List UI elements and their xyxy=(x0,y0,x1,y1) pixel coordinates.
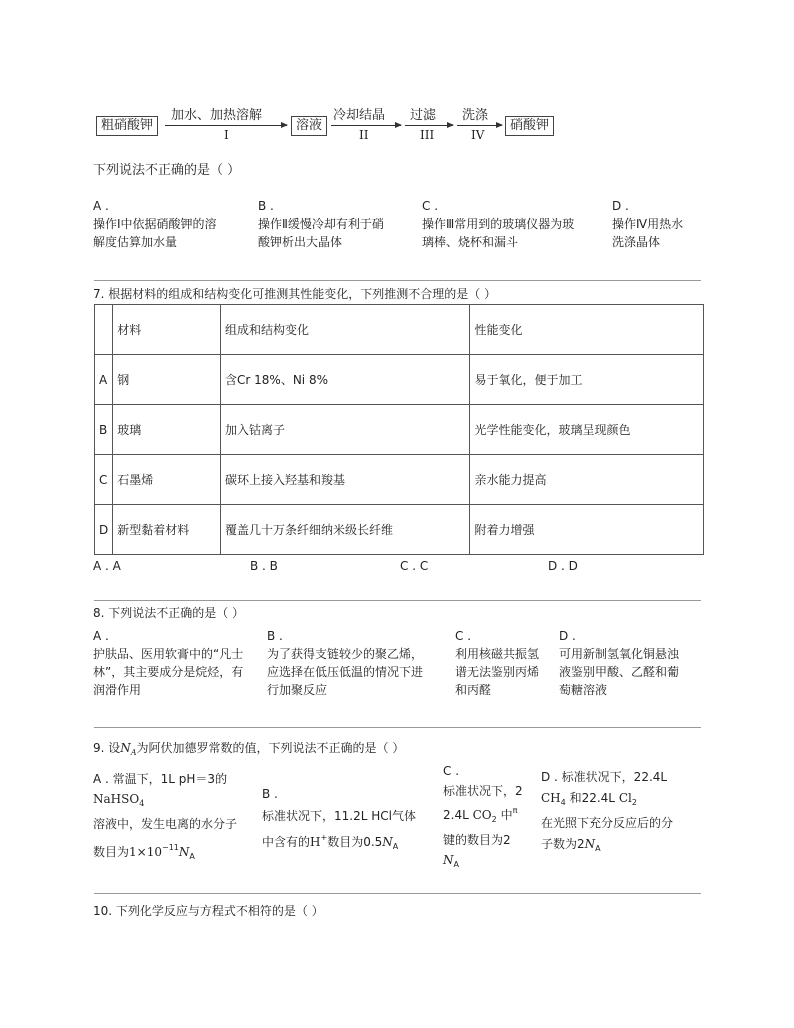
option-letter: B . xyxy=(267,629,283,643)
option-text-line: 操作Ⅱ缓慢冷却有利于硝 xyxy=(258,217,384,231)
option-letter: B . xyxy=(258,199,274,213)
option-text-line: 数目为$1\times 10^{-11}N_A$ xyxy=(93,843,195,861)
q6-stem: 下列说法不正确的是（ ） xyxy=(93,163,241,178)
divider xyxy=(94,727,701,728)
q10-stem: 10. 下列化学反应与方程式不相符的是（ ） xyxy=(93,904,324,918)
option-letter: C . xyxy=(443,764,460,778)
divider xyxy=(94,893,701,894)
table-row xyxy=(95,455,704,505)
flow-step3-label: 过滤 xyxy=(410,108,437,123)
option-text-line: 应选择在低压低温的情况下进 xyxy=(267,665,424,679)
table-cell: 碳环上接入羟基和羧基 xyxy=(221,455,470,505)
option-text-line: 标准状况下，11.2L HCl气体 xyxy=(262,809,416,823)
option-text-line: 璃棒、烧杯和漏斗 xyxy=(422,235,519,249)
option-letter: D . 标准状况下，22.4L xyxy=(541,770,668,784)
table-header-cell: 材料 xyxy=(113,305,221,355)
table-cell xyxy=(95,305,113,355)
table-cell: 附着力增强 xyxy=(470,505,704,555)
flow-box-middle: 溶液 xyxy=(291,116,327,136)
option-text-line: 萄糖溶液 xyxy=(559,683,608,697)
option-text-line: 操作Ⅲ常用到的玻璃仪器为玻 xyxy=(422,217,575,231)
q8-stem: 8. 下列说法不正确的是（ ） xyxy=(93,606,245,620)
q6-option-b[interactable] xyxy=(258,197,384,251)
q7-answer-b[interactable]: B . B xyxy=(250,559,278,573)
option-letter: C . xyxy=(455,629,472,643)
option-text-line: 操作Ⅳ用热水 xyxy=(612,217,684,231)
row-letter: C xyxy=(95,455,113,505)
option-text-line: 谱无法鉴别丙烯 xyxy=(455,665,540,679)
q7-answer-a[interactable]: A . A xyxy=(93,559,121,573)
table-cell: 覆盖几十万条纤细纳米级长纤维 xyxy=(221,505,470,555)
table-cell: 石墨烯 xyxy=(113,455,221,505)
option-text-line: 和丙醛 xyxy=(455,683,492,697)
option-text-line: 键的数目为2 xyxy=(443,833,511,847)
materials-table xyxy=(94,304,704,555)
q6-option-d[interactable] xyxy=(612,197,683,251)
flow-step3-num: III xyxy=(420,128,435,142)
option-text-line: 子数为$2N_A$ xyxy=(541,837,601,853)
row-letter: A xyxy=(95,355,113,405)
q8-option-c[interactable] xyxy=(455,627,539,699)
option-letter: B . xyxy=(262,787,278,801)
q8-option-a[interactable] xyxy=(93,627,243,699)
flow-step4-label: 洗涤 xyxy=(462,108,489,123)
flow-step1-label: 加水、加热溶解 xyxy=(171,108,263,123)
table-cell: 玻璃 xyxy=(113,405,221,455)
option-text-line: 利用核磁共振氢 xyxy=(455,647,540,661)
table-header-cell: 组成和结构变化 xyxy=(221,305,470,355)
table-header-row xyxy=(95,305,704,355)
flow-box-end: 硝酸钾 xyxy=(505,116,554,136)
flow-step2-label: 冷却结晶 xyxy=(333,108,386,123)
q9-option-d[interactable] xyxy=(541,767,673,859)
stem-text: 9. 设 xyxy=(93,741,121,755)
table-row xyxy=(95,505,704,555)
q9-option-a[interactable] xyxy=(93,769,237,867)
q9-option-c[interactable] xyxy=(443,761,523,875)
q7-answer-d[interactable]: D . D xyxy=(548,559,578,573)
avogadro-symbol: $N_A$ xyxy=(443,853,459,869)
formula: NaHSO$_4$ xyxy=(93,792,145,808)
q6-option-a[interactable] xyxy=(93,197,217,251)
q7-stem: 7. 根据材料的组成和结构变化可推测其性能变化，下列推测不合理的是（ ） xyxy=(93,287,497,301)
option-text-line: 解度估算加水量 xyxy=(93,235,178,249)
table-cell: 光学性能变化，玻璃呈现颜色 xyxy=(470,405,704,455)
row-letter: D xyxy=(95,505,113,555)
row-letter: B xyxy=(95,405,113,455)
flow-step1-num: I xyxy=(224,128,229,142)
table-header-cell: 性能变化 xyxy=(470,305,704,355)
option-text-line: 中含有的H+数目为$0.5N_A$ xyxy=(262,833,399,851)
option-text-line: 2.4L $CO_2$ 中$^\pi$ xyxy=(443,806,518,824)
option-text-line: $CH_4$ 和22.4L $Cl_2$ xyxy=(541,791,637,807)
table-cell: 易于氧化，便于加工 xyxy=(470,355,704,405)
q7-answer-c[interactable]: C . C xyxy=(400,559,429,573)
option-text-line: 可用新制氢氧化铜悬浊 xyxy=(559,647,680,661)
option-text-line: 行加聚反应 xyxy=(267,683,328,697)
flow-arrow-1 xyxy=(165,125,287,126)
option-letter: A . 常温下，1L pH＝3的 xyxy=(93,772,228,786)
table-row xyxy=(95,405,704,455)
option-text-line: 洗涤晶体 xyxy=(612,235,661,249)
option-text-line: 护肤品、医用软膏中的“凡士 xyxy=(93,647,244,661)
flow-arrow-4 xyxy=(457,125,502,126)
option-letter: D . xyxy=(559,629,576,643)
flow-arrow-3 xyxy=(405,125,453,126)
q9-option-b[interactable] xyxy=(262,783,416,858)
avogadro-symbol: $N_A$ xyxy=(120,741,137,757)
option-letter: A . xyxy=(93,629,109,643)
table-cell: 含Cr 18%、Ni 8% xyxy=(221,355,470,405)
option-letter: C . xyxy=(422,199,439,213)
option-text-line: 为了获得支链较少的聚乙烯， xyxy=(267,647,424,661)
option-letter: D . xyxy=(612,199,629,213)
option-text-line: 酸钾析出大晶体 xyxy=(258,235,343,249)
table-row xyxy=(95,355,704,405)
q8-option-b[interactable] xyxy=(267,627,423,699)
table-cell: 加入钴离子 xyxy=(221,405,470,455)
option-text-line: 溶液中，发生电离的水分子 xyxy=(93,817,238,831)
divider xyxy=(94,600,701,601)
table-cell: 新型黏着材料 xyxy=(113,505,221,555)
q9-stem xyxy=(93,739,404,762)
option-letter: A . xyxy=(93,199,109,213)
option-text-line: 标准状况下，2 xyxy=(443,784,523,798)
flow-step4-num: IV xyxy=(471,128,485,142)
stem-text: 为阿伏加德罗常数的值，下列说法不正确的是（ ） xyxy=(136,741,405,755)
flow-box-start: 粗硝酸钾 xyxy=(96,116,158,136)
option-text-line: 操作Ⅰ中依据硝酸钾的溶 xyxy=(93,217,217,231)
table-cell: 钢 xyxy=(113,355,221,405)
flow-step2-num: II xyxy=(359,128,369,142)
q8-option-d[interactable] xyxy=(559,627,679,699)
table-cell: 亲水能力提高 xyxy=(470,455,704,505)
option-text-line: 液鉴别甲酸、乙醛和葡 xyxy=(559,665,680,679)
option-text-line: 林”，其主要成分是烷烃，有 xyxy=(93,665,244,679)
q6-option-c[interactable] xyxy=(422,197,574,251)
flow-arrow-2 xyxy=(331,125,401,126)
option-text-line: 在光照下充分反应后的分 xyxy=(541,816,674,830)
option-text-line: 润滑作用 xyxy=(93,683,142,697)
divider xyxy=(94,280,701,281)
